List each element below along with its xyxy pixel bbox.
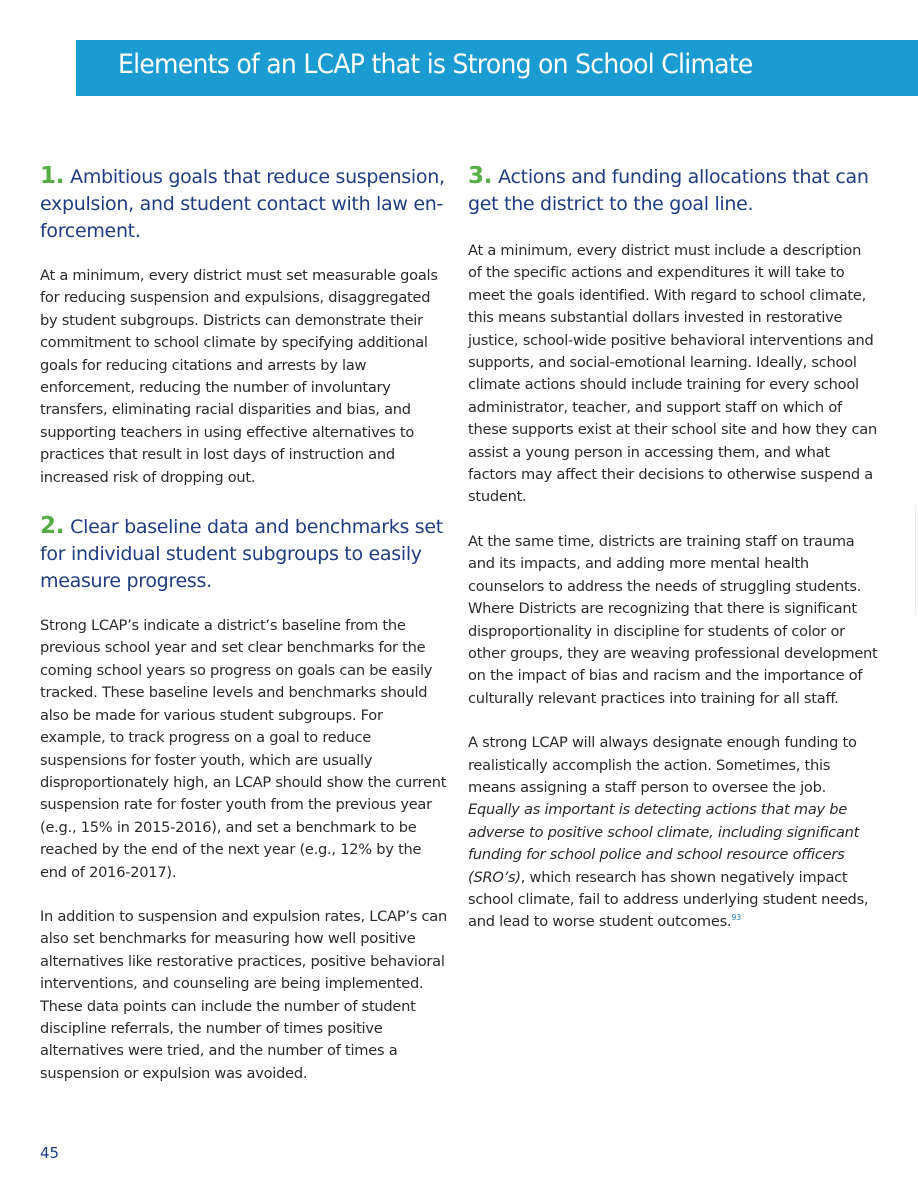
right-column	[468, 163, 878, 934]
section-3-number: 3.	[468, 163, 493, 189]
section-3-paragraph-1: At a minimum, every district must include a description of the specific actions and expenditures it will take to meet the goals identified. With regard to school climate, this means substantial dollars invested in restorative justice, school-wide positive behavioral interventions and supports, and social-emotional learning. Ideally, school climate actions should include training for every school administrator, teacher, and support staff on which of these supports exist at their school site and how they can assist a young person in accessing them, and what factors may affect their decisions to otherwise suspend a student.	[468, 242, 877, 506]
left-column	[40, 163, 452, 1085]
section-2-paragraph-1: Strong LCAP’s indicate a district’s baseline from the previous school year and set clear benchmarks for the coming school years so progress on goals can be easily tracked. These baseline levels and benchmarks should also be made for various student subgroups. For example, to track progress on a goal to reduce suspensions for foster youth, which are usually disproportionately high, an LCAP should show the current suspension rate for foster youth from the previous year (e.g., 15% in 2015-2016), and set a benchmark to be reached by the end of the next year (e.g., 12% by the end of 2016-2017).	[40, 617, 447, 881]
section-3-paragraph-3-tail: , which research has shown negatively impact school climate, fail to address underlying student needs, and lead to worse student outcomes.	[468, 868, 869, 931]
section-1-heading	[40, 163, 452, 245]
section-1-number: 1.	[40, 163, 65, 189]
section-3-paragraph-2: At the same time, districts are training staff on trauma and its impacts, and adding more mental health counselors to address the needs of struggling students. Where Districts are recognizing that there is significant disproportionality in discipline for students of color or other groups, they are weaving professional development on the impact of bias and racism and the importance of culturally relevant practices into training for all staff.	[468, 532, 878, 707]
section-2-heading-text: Clear baseline data and benchmarks set for individual student subgroups to easily measure progress.	[40, 516, 443, 593]
page-title: Elements of an LCAP that is Strong on School Climate	[118, 49, 753, 80]
footnote-reference[interactable]: 93	[731, 913, 742, 923]
page-number: 45	[40, 1144, 60, 1162]
section-3-paragraph-3	[468, 732, 878, 934]
section-2-number: 2.	[40, 513, 65, 540]
section-3-paragraph-3-italic: Equally as important is detecting actions that may be adverse to positive school climate, including significant funding for school police and school resource officers (SRO’s)	[468, 801, 860, 886]
section-1-paragraph: At a minimum, every district must set measurable goals for reducing suspension and expulsions, disaggregated by student subgroups. Districts can demonstrate their commitment to school climate by specifying additional goals for reducing citations and arrests by law enforcement, reducing the number of involuntary transfers, eliminating racial disparities and bias, and supporting teachers in using effective alternatives to practices that result in lost days of instruction and increased risk of dropping out.	[40, 267, 438, 486]
section-1-heading-text: Ambitious goals that reduce suspension, expulsion, and student contact with law en-forcement.	[40, 166, 445, 242]
section-3-paragraph-3-lead: A strong LCAP will always designate enough funding to realistically accomplish the action. Sometimes, this means assigning a staff person to oversee the job.	[468, 734, 857, 796]
section-2-paragraph-2: In addition to suspension and expulsion rates, LCAP’s can also set benchmarks for measuring how well positive alternatives like restorative practices, positive behavioral interventions, and counseling are being implemented. These data points can include the number of student discipline referrals, the number of times positive alternatives were tried, and the number of times a suspension or expulsion was avoided.	[40, 907, 447, 1082]
section-3-heading-text: Actions and funding allocations that can get the district to the goal line.	[468, 166, 869, 215]
edge-divider	[915, 505, 916, 615]
title-banner	[76, 40, 918, 96]
section-3-heading	[468, 163, 878, 218]
section-2-heading	[40, 513, 452, 595]
